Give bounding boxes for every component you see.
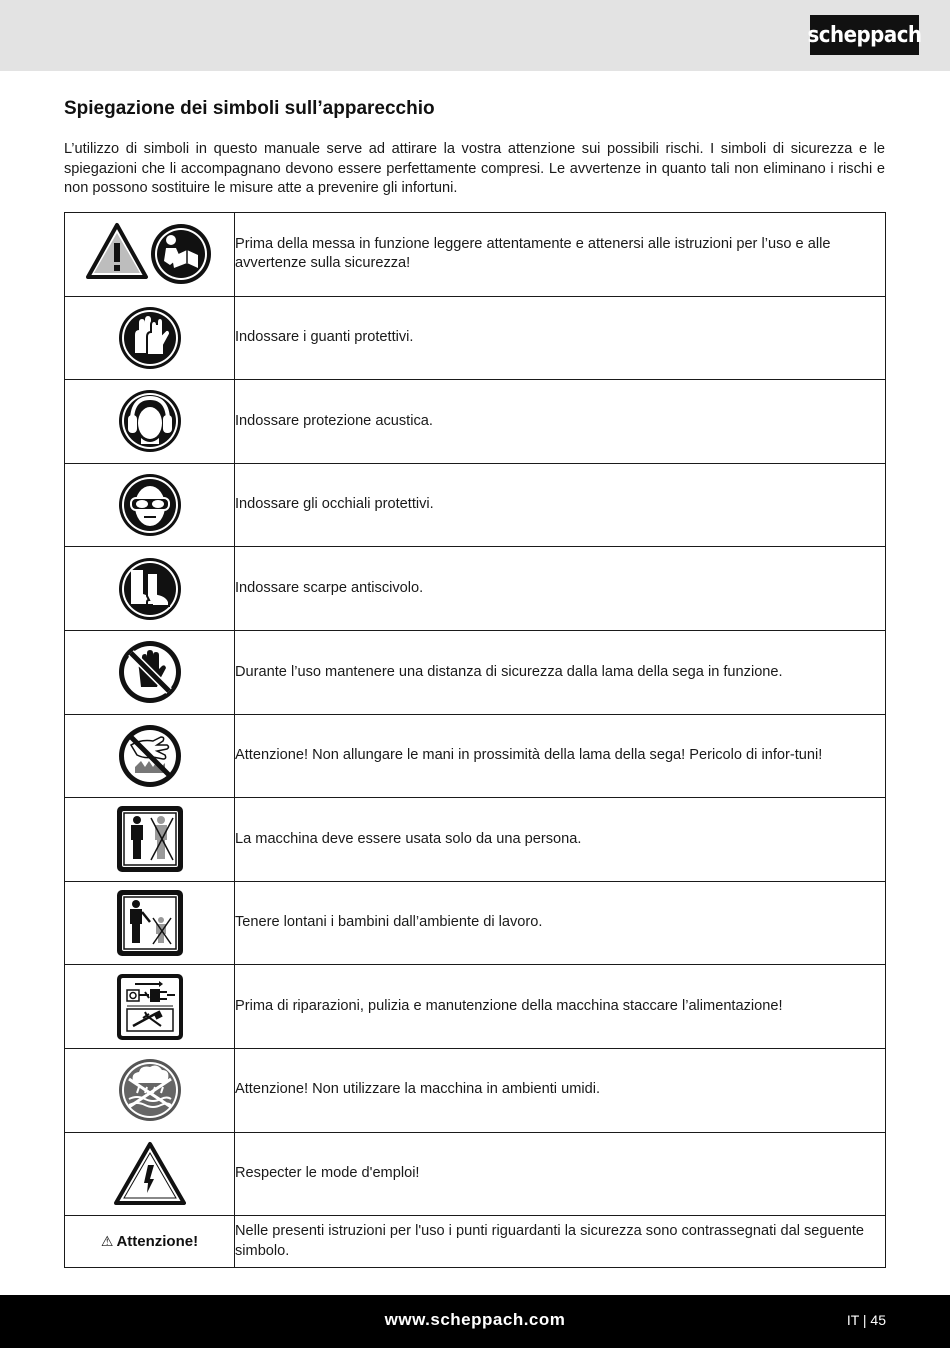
table-row (65, 798, 886, 882)
warning-triangle-icon: ⚠ (100, 1233, 114, 1250)
row-text: Durante l’uso mantenere una distanza di sicurezza dalla lama della sega in funzione. (235, 630, 886, 714)
table-row (65, 630, 886, 714)
table-row (65, 463, 886, 547)
footer-url: www.scheppach.com (384, 1310, 566, 1329)
no-hand-icon (117, 639, 183, 705)
row-text: Attenzione! Non utilizzare la macchina in ambienti umidi. (235, 1048, 886, 1132)
table-row (65, 547, 886, 631)
table-row (65, 213, 886, 297)
warning-read-manual-icon (86, 221, 214, 287)
row-text: Prima di riparazioni, pulizia e manutenzione della macchina staccare l’alimentazione! (235, 965, 886, 1049)
table-row (65, 714, 886, 798)
table-row (65, 881, 886, 965)
table-row (65, 965, 886, 1049)
page-title: Spiegazione dei simboli sull’apparecchio (64, 98, 435, 119)
gloves-icon (117, 305, 183, 371)
ear-protection-icon (117, 388, 183, 454)
one-person-only-icon (115, 804, 185, 874)
row-text: Respecter le mode d'emploi! (235, 1132, 886, 1216)
safety-goggles-icon (117, 472, 183, 538)
table-row (65, 296, 886, 380)
footer-bar (0, 1295, 950, 1348)
symbols-table (64, 212, 886, 1268)
table-row (65, 380, 886, 464)
attention-text: Nelle presenti istruzioni per l'uso i punti riguardanti la sicurezza sono contrassegnati dal seguente simbolo. (235, 1216, 886, 1268)
table-row (65, 1216, 886, 1268)
row-text: Indossare protezione acustica. (235, 380, 886, 464)
row-text: Prima della messa in funzione leggere attentamente e attenersi alle istruzioni per l’uso e alle avvertenze sulla sicurezza! (235, 213, 886, 297)
row-text: Indossare scarpe antiscivolo. (235, 547, 886, 631)
safety-boots-icon (117, 556, 183, 622)
row-text: Tenere lontani i bambini dall’ambiente di lavoro. (235, 881, 886, 965)
table-row (65, 1048, 886, 1132)
attention-label: ⚠ Attenzione! (65, 1216, 235, 1268)
unplug-before-maintenance-icon (115, 972, 185, 1042)
no-wet-environment-icon (117, 1057, 183, 1123)
row-text: La macchina deve essere usata solo da una persona. (235, 798, 886, 882)
brand-logo: scheppach (810, 15, 919, 55)
table-row (65, 1132, 886, 1216)
row-text: Indossare i guanti protettivi. (235, 296, 886, 380)
page-number: IT | 45 (846, 1312, 886, 1328)
intro-paragraph: L’utilizzo di simboli in questo manuale serve ad attirare la vostra attenzione sui possibili rischi. I simboli di sicurezza e le spiegazioni che li accompagnano devono essere perfettamente compresi. Le avvertenze in quanto tali non eliminano i rischi e non possono sostituire le misure atte a prevenire gli infortuni. (64, 141, 885, 196)
no-reach-blade-icon (117, 723, 183, 789)
keep-children-away-icon (115, 888, 185, 958)
row-text: Indossare gli occhiali protettivi. (235, 463, 886, 547)
electric-hazard-icon (114, 1141, 186, 1207)
row-text: Attenzione! Non allungare le mani in prossimità della lama della sega! Pericolo di infor-tuni! (235, 714, 886, 798)
